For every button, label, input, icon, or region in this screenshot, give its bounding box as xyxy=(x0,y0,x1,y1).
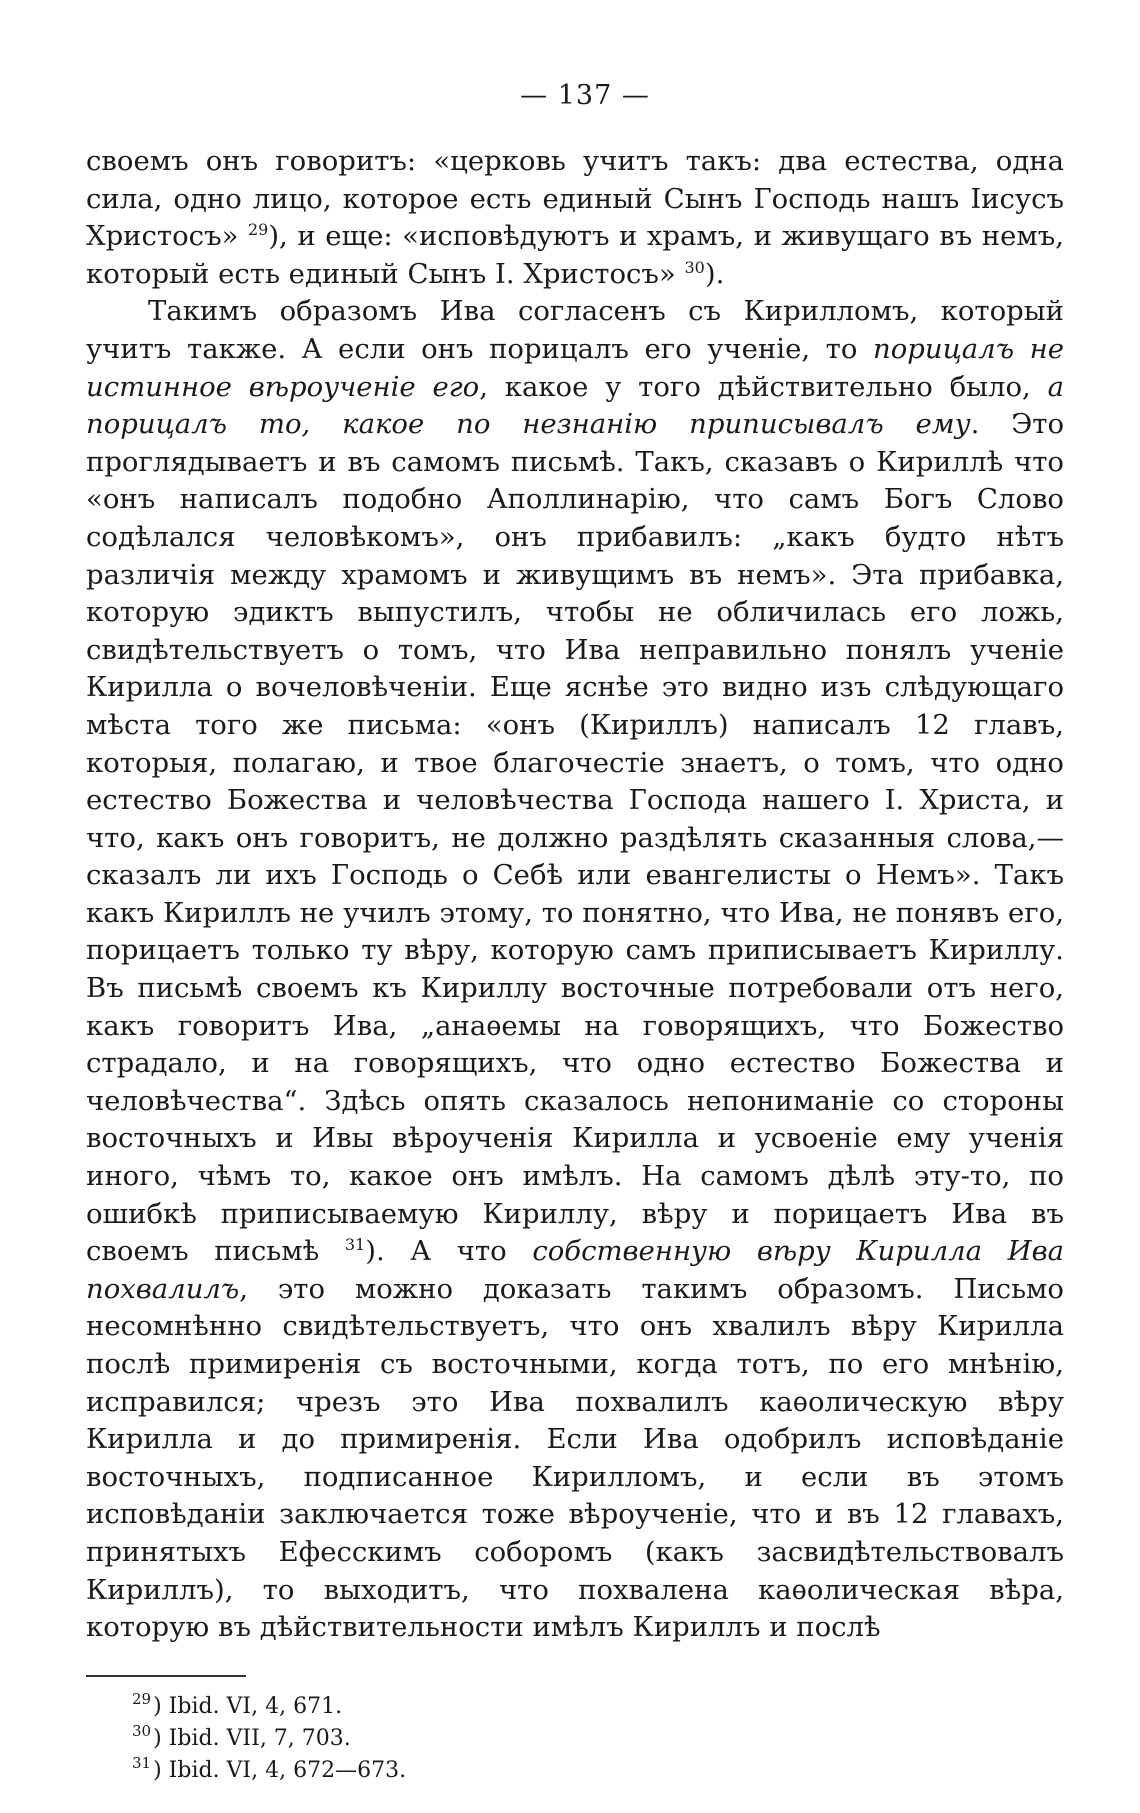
footnote-30 xyxy=(132,1723,1064,1755)
italic-phrase: а порицалъ то, какое по незнанію приписывалъ ему xyxy=(86,370,1064,441)
footnote-ref-30[interactable]: 30 xyxy=(684,257,705,277)
footnote-text: ) Ibid. VI, 4, 671. xyxy=(153,1693,343,1719)
text-segment: Такимъ образомъ Ива согласенъ съ Кирилломъ, который учитъ также. А если онъ порицалъ его ученіе, то xyxy=(86,295,1064,365)
footnote-text: ) Ibid. VII, 7, 703. xyxy=(153,1725,351,1751)
text-segment: своемъ онъ говоритъ: «церковь учитъ такъ: два естества, одна сила, одно лицо, которое есть единый Сынъ Господь нашъ Іисусъ Христосъ» xyxy=(86,145,1064,253)
paragraph-1 xyxy=(86,143,1064,293)
italic-phrase: собственную вѣру Кирилла Ива похвалилъ xyxy=(86,1235,1064,1305)
footnotes xyxy=(86,1691,1064,1787)
text-segment: ). А что xyxy=(365,1235,507,1268)
page-number: — 137 — xyxy=(520,80,650,111)
footnote-text: ) Ibid. VI, 4, 672—673. xyxy=(153,1757,407,1783)
paragraph-2 xyxy=(86,293,1064,1646)
italic-phrase: порицалъ не истинное вѣроученіе его xyxy=(86,332,1064,403)
text-segment: ), и еще: «исповѣдуютъ и храмъ, и живущаго въ немъ, который есть единый Сынъ І. Христосъ» xyxy=(86,220,1064,290)
footnote-divider xyxy=(86,1675,246,1677)
text-segment: ). xyxy=(704,257,725,290)
body-text xyxy=(86,143,1064,1647)
text-segment: , какое у того дѣйствительно было, xyxy=(479,370,1031,403)
footnote-31 xyxy=(132,1755,1064,1787)
footnote-ref-31[interactable]: 31 xyxy=(344,1235,366,1255)
footnote-29 xyxy=(132,1691,1064,1723)
footnote-ref-29[interactable]: 29 xyxy=(247,220,269,240)
footnote-number: 31 xyxy=(132,1754,152,1773)
text-segment: . Это проглядываетъ и въ самомъ письмѣ. Такъ, сказавъ о Кириллѣ что «онъ написалъ подобно Аполлинарію, что самъ Богъ Слово содѣлался человѣкомъ», онъ прибавилъ: „какъ будто нѣтъ различія между храмомъ и живущимъ въ немъ». Эта прибавка, которую эдиктъ выпустилъ, чтобы не обличилась его ложь, свидѣтельствуетъ о томъ, что Ива неправильно понялъ ученіе Кирилла о вочеловѣченіи. Еще яснѣе это видно изъ слѣдующаго мѣста того же письма: «онъ (Кириллъ) написалъ 12 главъ, которыя, полагаю, и твое благочестіе знаетъ, о томъ, что одно естество Божества и человѣчества Господа нашего І. Христа, и что, какъ онъ говоритъ, не должно раздѣлять сказанныя слова,— сказалъ ли ихъ Господь о Себѣ или евангелисты о Немъ». Такъ какъ Кириллъ не училъ этому, то понятно, что Ива, не понявъ его, порицаетъ только ту вѣру, которую самъ приписываетъ Кириллу. Въ письмѣ своемъ къ Кириллу восточные потребовали отъ него, какъ говоритъ Ива, „анаѳемы на говорящихъ, что Божество страдало, и на говорящихъ, что одно естество Божества и человѣчества“. Здѣсь опять сказалось непониманіе со стороны восточныхъ и Ивы вѣроученія Кирилла и усвоеніе ему ученія иного, чѣмъ то, какое онъ имѣлъ. На самомъ дѣлѣ эту-то, по ошибкѣ приписываемую Кириллу, вѣру и порицаетъ Ива въ своемъ письмѣ xyxy=(86,408,1064,1268)
text-segment: , это можно доказать такимъ образомъ. Письмо несомнѣнно свидѣтельствуетъ, что онъ хвалилъ вѣру Кирилла послѣ примиренія съ восточными, когда тотъ, по его мнѣнію, исправился; чрезъ это Ива похвалилъ каѳолическую вѣру Кирилла и до примиренія. Если Ива одобрилъ исповѣданіе восточныхъ, подписанное Кирилломъ, и если въ этомъ исповѣданіи заключается тоже вѣроученіе, что и въ 12 главахъ, принятыхъ Ефесскимъ соборомъ (какъ засвидѣтельствовалъ Кириллъ), то выходитъ, что похвалена каѳолическая вѣра, которую въ дѣйствительности имѣлъ Кириллъ и послѣ xyxy=(86,1272,1064,1644)
footnote-number: 29 xyxy=(132,1690,152,1709)
document-page xyxy=(86,80,1064,1787)
footnote-number: 30 xyxy=(132,1722,152,1741)
